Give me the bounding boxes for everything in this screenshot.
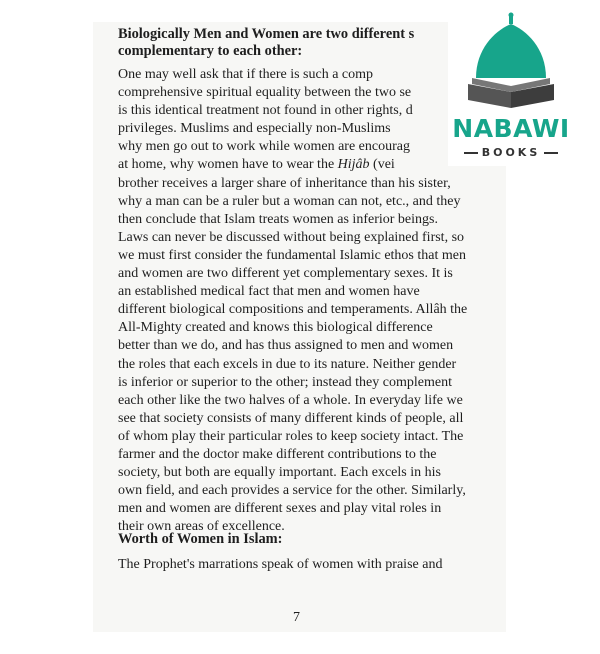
logo-sub-text: BOOKS: [448, 146, 574, 159]
text-line: farmer and the doctor make different contributions to the: [118, 446, 437, 462]
body-paragraph: [118, 66, 483, 536]
text-line: an established medical fact that men and women have: [118, 284, 420, 300]
text-line: different biological compositions and temperaments. Allâh the: [118, 302, 468, 318]
text-line: their own areas of excellence.: [118, 519, 285, 535]
text-line: at home, why women have to wear the Hijâb (vei: [118, 157, 395, 173]
text-line: privileges. Muslims and especially non-Muslims: [118, 121, 391, 137]
text-line: why a man can be a ruler but a woman can not, etc., and they: [118, 193, 461, 209]
section-heading-line-2: complementary to each other:: [118, 43, 303, 59]
text-line: better than we do, and has thus assigned to men and women: [118, 338, 454, 354]
logo-brand-text: NABAWI: [452, 114, 570, 143]
section-heading-worth-of-women: Worth of Women in Islam:: [118, 531, 283, 547]
text-line: brother receives a larger share of inheritance than his sister,: [118, 175, 451, 191]
italic-term: Hijâb: [337, 157, 370, 173]
section-heading-line-1: Biologically Men and Women are two different s: [118, 26, 415, 42]
text-line: society, but both are equally important. Each excels in his: [118, 465, 441, 481]
text-line: and women are two different yet complementary sexes. It is: [118, 266, 453, 282]
page-number: 7: [293, 610, 300, 625]
mosque-dome-on-open-book-icon: [464, 12, 558, 108]
text-line: we must first consider the fundamental Islamic ethos that men: [118, 247, 466, 263]
nabawi-books-logo: [448, 6, 574, 166]
text-line: men and women are different sexes and play vital roles in: [118, 501, 442, 517]
text-line: see that society consists of many different kinds of people, all: [118, 410, 464, 426]
text-line: of whom play their particular roles to keep society intact. The: [118, 428, 464, 444]
text-line: the roles that each excels in due to its nature. Neither gender: [118, 356, 457, 372]
text-line: own field, and each provides a service for the other. Similarly,: [118, 483, 466, 499]
text-line: is inferior or superior to the other; instead they complement: [118, 374, 452, 390]
text-line: comprehensive spiritual equality between the two se: [118, 85, 412, 101]
text-line: All-Mighty created and knows this biological difference: [118, 320, 433, 336]
text-line: is this identical treatment not found in other rights, d: [118, 103, 413, 119]
text-line: each other like the two halves of a whole. In everyday life we: [118, 392, 463, 408]
text-line: The Prophet's marrations speak of women with praise and: [118, 557, 443, 572]
text-line: then conclude that Islam treats women as inferior beings.: [118, 211, 438, 227]
body-paragraph-continued: [118, 556, 483, 574]
text-line: One may well ask that if there is such a comp: [118, 67, 374, 82]
text-line: Laws can never be discussed without being explained first, so: [118, 229, 465, 245]
text-line: why men go out to work while women are encourag: [118, 139, 410, 155]
